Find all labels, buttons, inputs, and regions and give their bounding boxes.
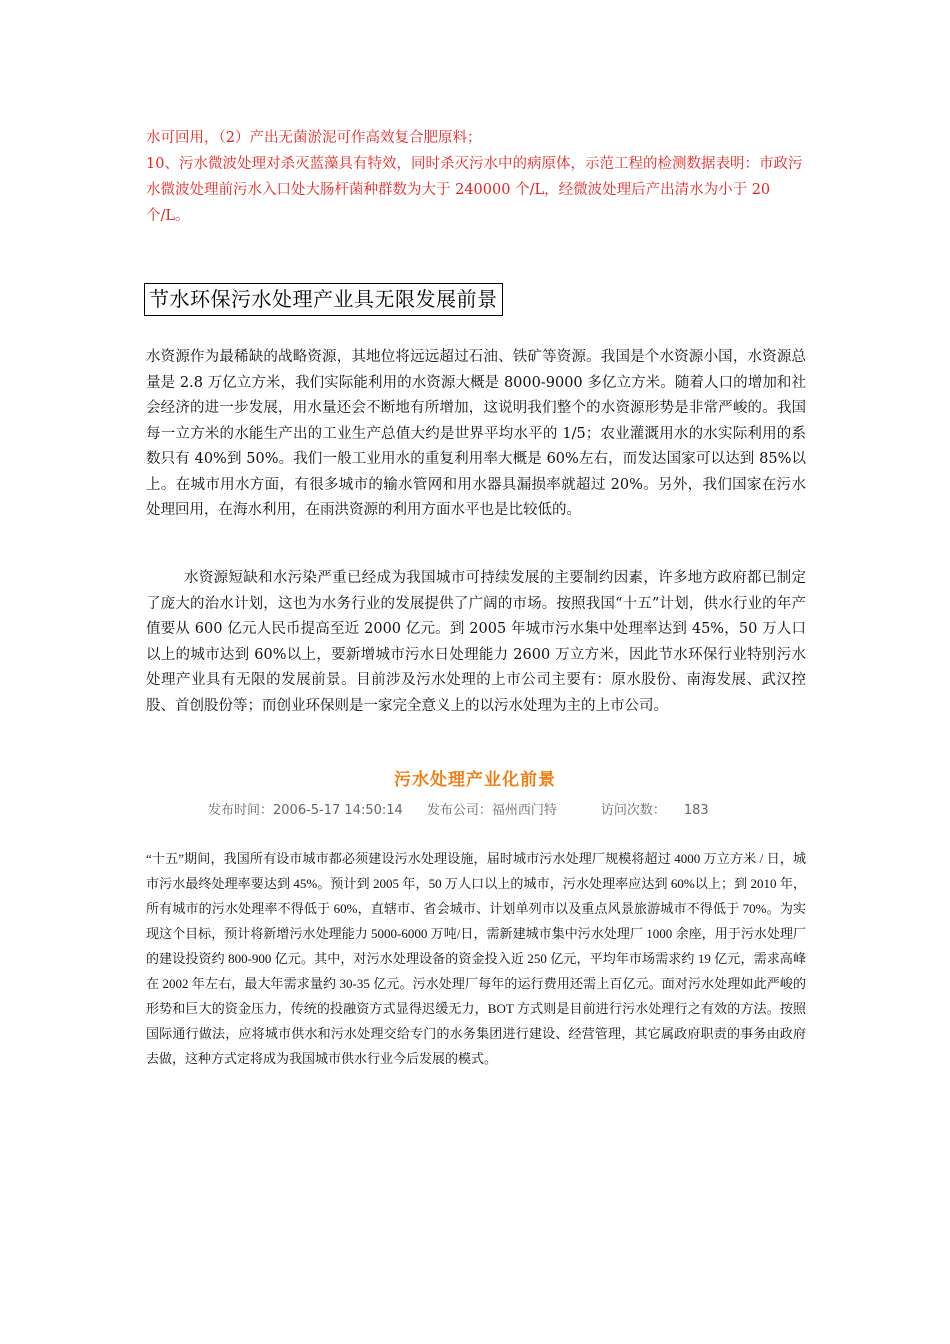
publish-time-value: 2006-5-17 14:50:14 [273,803,403,818]
section-heading: 节水环保污水处理产业具无限发展前景 [144,283,503,316]
article-body [146,846,806,1071]
paragraph-1 [146,345,806,524]
red-text-line-1: 水可回用，（2）产出无菌淤泥可作高效复合肥原料； [146,130,482,146]
article-body-text: “十五”期间，我国所有设市城市都必须建设污水处理设施，届时城市污水处理厂规模将超过 4000 万立方米 / 日，城市污水最终处理率要达到 45%。预计到 2005 年，50 万人口以上的城市，污水处理率应达到 60%以上；到 2010 年，所有城市的污水处理率不得低于 60%，直辖市、省会城市、计划单列市以及重点风景旅游城市不得低于 70%。为实现这个目标，预计将新增污水处理能力 5000-6000 万吨/日，需新建城市集中污水处理厂 1000 余座，用于污水处理厂的建设投资约 800-900 亿元。其中，对污水处理设备的资金投入近 250 亿元，平均年市场需求约 19 亿元，需求高峰在 2002 年左右，最大年需求量约 30-35 亿元。污水处理厂每年的运行费用还需上百亿元。面对污水处理如此严峻的形势和巨大的资金压力，传统的投融资方式显得迟缓无力，BOT 方式则是目前进行污水处理行之有效的方法。按照国际通行做法，应将城市供水和污水处理交给专门的水务集团进行建设、经营管理，其它属政府职责的事务由政府去做，这种方式定将成为我国城市供水行业今后发展的模式。 [146,851,806,1066]
red-text-line-2: 10、污水微波处理对杀灭蓝藻具有特效，同时杀灭污水中的病原体，示范工程的检测数据表明：市政污水微波处理前污水入口处大肠杆菌种群数为大于 240000 个/L，经微波处理后产出清水为小于 20 个/L。 [146,156,803,224]
paragraph-1-text: 水资源作为最稀缺的战略资源，其地位将远远超过石油、铁矿等资源。我国是个水资源小国，水资源总量是 2.8 万亿立方米，我们实际能利用的水资源大概是 8000-9000 多亿立方米。随着人口的增加和社会经济的进一步发展，用水量还会不断地有所增加，这说明我们整个的水资源形势是非常严峻的。我国每一立方米的水能生产出的工业生产总值大约是世界平均水平的 1/5；农业灌溉用水的水实际利用的系数只有 40%到 50%。我们一般工业用水的重复利用率大概是 60%左右，而发达国家可以达到 85%以上。在城市用水方面，有很多城市的输水管网和用水器具漏损率就超过 20%。另外，我们国家在污水处理回用，在海水利用，在雨洪资源的利用方面水平也是比较低的。 [146,349,806,518]
visits-label: 访问次数： [600,803,666,818]
visits-value: 183 [683,803,709,818]
publisher-label: 发布公司： [426,803,492,818]
article-title: 污水处理产业化前景 [394,770,556,790]
publish-time-label: 发布时间： [208,803,274,818]
publisher-value: 福州西门特 [491,803,557,818]
highlighted-text-block [146,125,811,229]
paragraph-2-text: 水资源短缺和水污染严重已经成为我国城市可持续发展的主要制约因素，许多地方政府都已制定了庞大的治水计划，这也为水务行业的发展提供了广阔的市场。按照我国“十五”计划，供水行业的年产值要从 600 亿元人民币提高至近 2000 亿元。到 2005 年城市污水集中处理率达到 45%，50 万人口以上的城市达到 60%以上，要新增城市污水日处理能力 2600 万立方米，因此节水环保行业特别污水处理产业具有无限的发展前景。目前涉及污水处理的上市公司主要有：原水股份、南海发展、武汉控股、首创股份等；而创业环保则是一家完全意义上的以污水处理为主的上市公司。 [146,570,806,714]
article-meta [208,799,709,818]
paragraph-2 [146,566,806,719]
